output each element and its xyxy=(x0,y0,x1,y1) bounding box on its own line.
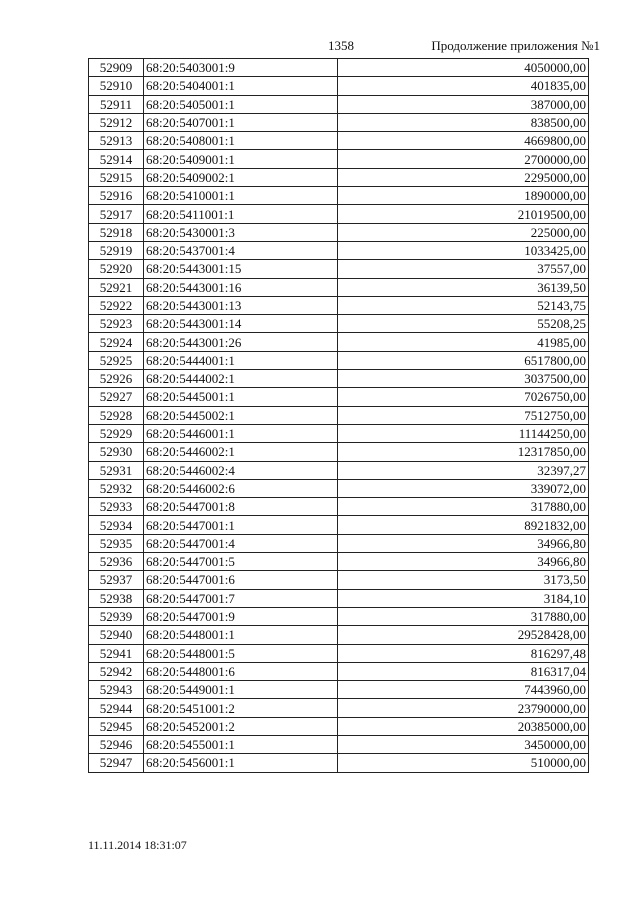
cadastral-number-cell: 68:20:5404001:1 xyxy=(144,77,338,95)
table-row xyxy=(89,150,589,168)
row-number-cell: 52934 xyxy=(89,516,144,534)
cadastral-value-cell: 36139,50 xyxy=(338,278,589,296)
cadastral-value-cell: 3450000,00 xyxy=(338,735,589,753)
cadastral-value-cell: 339072,00 xyxy=(338,479,589,497)
table-row xyxy=(89,699,589,717)
table-row xyxy=(89,296,589,314)
cadastral-value-cell: 3037500,00 xyxy=(338,370,589,388)
row-number-cell: 52912 xyxy=(89,113,144,131)
table-row xyxy=(89,589,589,607)
cadastral-value-cell: 510000,00 xyxy=(338,754,589,772)
cadastral-value-cell: 37557,00 xyxy=(338,260,589,278)
cadastral-number-cell: 68:20:5443001:26 xyxy=(144,333,338,351)
row-number-cell: 52943 xyxy=(89,681,144,699)
cadastral-value-cell: 11144250,00 xyxy=(338,424,589,442)
cadastral-value-cell: 20385000,00 xyxy=(338,717,589,735)
table-row xyxy=(89,571,589,589)
cadastral-number-cell: 68:20:5408001:1 xyxy=(144,132,338,150)
row-number-cell: 52915 xyxy=(89,168,144,186)
table-row xyxy=(89,77,589,95)
table-row xyxy=(89,626,589,644)
row-number-cell: 52945 xyxy=(89,717,144,735)
page-number: 1358 xyxy=(328,38,354,53)
cadastral-value-cell: 3173,50 xyxy=(338,571,589,589)
row-number-cell: 52947 xyxy=(89,754,144,772)
row-number-cell: 52938 xyxy=(89,589,144,607)
row-number-cell: 52935 xyxy=(89,534,144,552)
table-row xyxy=(89,461,589,479)
cadastral-value-cell: 816297,48 xyxy=(338,644,589,662)
cadastral-value-cell: 7026750,00 xyxy=(338,388,589,406)
cadastral-value-cell: 2295000,00 xyxy=(338,168,589,186)
table-row xyxy=(89,607,589,625)
cadastral-value-cell: 317880,00 xyxy=(338,498,589,516)
row-number-cell: 52923 xyxy=(89,315,144,333)
row-number-cell: 52936 xyxy=(89,553,144,571)
footer-timestamp: 11.11.2014 18:31:07 xyxy=(88,838,187,852)
row-number-cell: 52914 xyxy=(89,150,144,168)
cadastral-value-table xyxy=(88,58,589,773)
cadastral-value-cell: 7512750,00 xyxy=(338,406,589,424)
table-row xyxy=(89,132,589,150)
cadastral-value-cell: 816317,04 xyxy=(338,662,589,680)
table-row xyxy=(89,644,589,662)
cadastral-number-cell: 68:20:5447001:6 xyxy=(144,571,338,589)
cadastral-value-cell: 12317850,00 xyxy=(338,443,589,461)
cadastral-value-cell: 8921832,00 xyxy=(338,516,589,534)
cadastral-number-cell: 68:20:5455001:1 xyxy=(144,735,338,753)
cadastral-number-cell: 68:20:5445001:1 xyxy=(144,388,338,406)
cadastral-number-cell: 68:20:5447001:8 xyxy=(144,498,338,516)
row-number-cell: 52913 xyxy=(89,132,144,150)
row-number-cell: 52925 xyxy=(89,351,144,369)
table-row xyxy=(89,754,589,772)
row-number-cell: 52918 xyxy=(89,223,144,241)
cadastral-number-cell: 68:20:5449001:1 xyxy=(144,681,338,699)
table-row xyxy=(89,351,589,369)
cadastral-number-cell: 68:20:5447001:9 xyxy=(144,607,338,625)
table-row xyxy=(89,388,589,406)
cadastral-number-cell: 68:20:5447001:4 xyxy=(144,534,338,552)
row-number-cell: 52944 xyxy=(89,699,144,717)
cadastral-number-cell: 68:20:5452001:2 xyxy=(144,717,338,735)
cadastral-number-cell: 68:20:5407001:1 xyxy=(144,113,338,131)
table-row xyxy=(89,424,589,442)
cadastral-value-cell: 55208,25 xyxy=(338,315,589,333)
cadastral-number-cell: 68:20:5443001:13 xyxy=(144,296,338,314)
table-row xyxy=(89,315,589,333)
table-row xyxy=(89,717,589,735)
cadastral-value-cell: 838500,00 xyxy=(338,113,589,131)
table-row xyxy=(89,479,589,497)
cadastral-value-cell: 52143,75 xyxy=(338,296,589,314)
table-row xyxy=(89,59,589,77)
cadastral-number-cell: 68:20:5443001:15 xyxy=(144,260,338,278)
table-row xyxy=(89,498,589,516)
cadastral-value-cell: 6517800,00 xyxy=(338,351,589,369)
cadastral-value-cell: 34966,80 xyxy=(338,553,589,571)
table-row xyxy=(89,205,589,223)
row-number-cell: 52919 xyxy=(89,241,144,259)
row-number-cell: 52928 xyxy=(89,406,144,424)
cadastral-number-cell: 68:20:5446001:1 xyxy=(144,424,338,442)
row-number-cell: 52916 xyxy=(89,187,144,205)
cadastral-value-cell: 4050000,00 xyxy=(338,59,589,77)
cadastral-value-cell: 317880,00 xyxy=(338,607,589,625)
cadastral-value-cell: 32397,27 xyxy=(338,461,589,479)
row-number-cell: 52926 xyxy=(89,370,144,388)
table-row xyxy=(89,735,589,753)
table-row xyxy=(89,370,589,388)
cadastral-value-cell: 34966,80 xyxy=(338,534,589,552)
row-number-cell: 52924 xyxy=(89,333,144,351)
row-number-cell: 52937 xyxy=(89,571,144,589)
cadastral-value-cell: 1890000,00 xyxy=(338,187,589,205)
table-row xyxy=(89,187,589,205)
row-number-cell: 52933 xyxy=(89,498,144,516)
cadastral-value-cell: 29528428,00 xyxy=(338,626,589,644)
cadastral-number-cell: 68:20:5451001:2 xyxy=(144,699,338,717)
table-row xyxy=(89,443,589,461)
cadastral-value-cell: 23790000,00 xyxy=(338,699,589,717)
table-row xyxy=(89,662,589,680)
cadastral-number-cell: 68:20:5409002:1 xyxy=(144,168,338,186)
row-number-cell: 52942 xyxy=(89,662,144,680)
cadastral-number-cell: 68:20:5447001:1 xyxy=(144,516,338,534)
cadastral-number-cell: 68:20:5405001:1 xyxy=(144,95,338,113)
row-number-cell: 52939 xyxy=(89,607,144,625)
cadastral-number-cell: 68:20:5448001:6 xyxy=(144,662,338,680)
row-number-cell: 52946 xyxy=(89,735,144,753)
row-number-cell: 52932 xyxy=(89,479,144,497)
cadastral-number-cell: 68:20:5437001:4 xyxy=(144,241,338,259)
cadastral-number-cell: 68:20:5448001:1 xyxy=(144,626,338,644)
cadastral-number-cell: 68:20:5445002:1 xyxy=(144,406,338,424)
row-number-cell: 52930 xyxy=(89,443,144,461)
cadastral-number-cell: 68:20:5446002:4 xyxy=(144,461,338,479)
cadastral-value-cell: 41985,00 xyxy=(338,333,589,351)
cadastral-number-cell: 68:20:5446002:6 xyxy=(144,479,338,497)
row-number-cell: 52931 xyxy=(89,461,144,479)
row-number-cell: 52917 xyxy=(89,205,144,223)
row-number-cell: 52922 xyxy=(89,296,144,314)
cadastral-number-cell: 68:20:5411001:1 xyxy=(144,205,338,223)
row-number-cell: 52911 xyxy=(89,95,144,113)
cadastral-value-cell: 2700000,00 xyxy=(338,150,589,168)
cadastral-number-cell: 68:20:5447001:7 xyxy=(144,589,338,607)
table-row xyxy=(89,333,589,351)
table-row xyxy=(89,168,589,186)
cadastral-value-cell: 225000,00 xyxy=(338,223,589,241)
table-row xyxy=(89,534,589,552)
cadastral-number-cell: 68:20:5443001:14 xyxy=(144,315,338,333)
table-row xyxy=(89,223,589,241)
cadastral-number-cell: 68:20:5456001:1 xyxy=(144,754,338,772)
cadastral-value-cell: 3184,10 xyxy=(338,589,589,607)
row-number-cell: 52940 xyxy=(89,626,144,644)
row-number-cell: 52921 xyxy=(89,278,144,296)
row-number-cell: 52941 xyxy=(89,644,144,662)
cadastral-number-cell: 68:20:5443001:16 xyxy=(144,278,338,296)
cadastral-value-cell: 4669800,00 xyxy=(338,132,589,150)
table-row xyxy=(89,553,589,571)
cadastral-number-cell: 68:20:5447001:5 xyxy=(144,553,338,571)
table-row xyxy=(89,406,589,424)
table-row xyxy=(89,516,589,534)
cadastral-value-cell: 401835,00 xyxy=(338,77,589,95)
cadastral-value-cell: 7443960,00 xyxy=(338,681,589,699)
table-row xyxy=(89,278,589,296)
row-number-cell: 52929 xyxy=(89,424,144,442)
cadastral-number-cell: 68:20:5410001:1 xyxy=(144,187,338,205)
cadastral-number-cell: 68:20:5448001:5 xyxy=(144,644,338,662)
row-number-cell: 52927 xyxy=(89,388,144,406)
cadastral-value-cell: 387000,00 xyxy=(338,95,589,113)
cadastral-value-cell: 21019500,00 xyxy=(338,205,589,223)
row-number-cell: 52909 xyxy=(89,59,144,77)
cadastral-number-cell: 68:20:5444002:1 xyxy=(144,370,338,388)
cadastral-value-cell: 1033425,00 xyxy=(338,241,589,259)
table-body xyxy=(89,59,589,773)
table-row xyxy=(89,241,589,259)
table-row xyxy=(89,113,589,131)
row-number-cell: 52910 xyxy=(89,77,144,95)
cadastral-number-cell: 68:20:5403001:9 xyxy=(144,59,338,77)
appendix-continuation-note: Продолжение приложения №1 xyxy=(431,38,600,53)
cadastral-number-cell: 68:20:5409001:1 xyxy=(144,150,338,168)
cadastral-number-cell: 68:20:5430001:3 xyxy=(144,223,338,241)
cadastral-number-cell: 68:20:5446002:1 xyxy=(144,443,338,461)
table-row xyxy=(89,681,589,699)
table-row xyxy=(89,95,589,113)
row-number-cell: 52920 xyxy=(89,260,144,278)
cadastral-number-cell: 68:20:5444001:1 xyxy=(144,351,338,369)
table-row xyxy=(89,260,589,278)
